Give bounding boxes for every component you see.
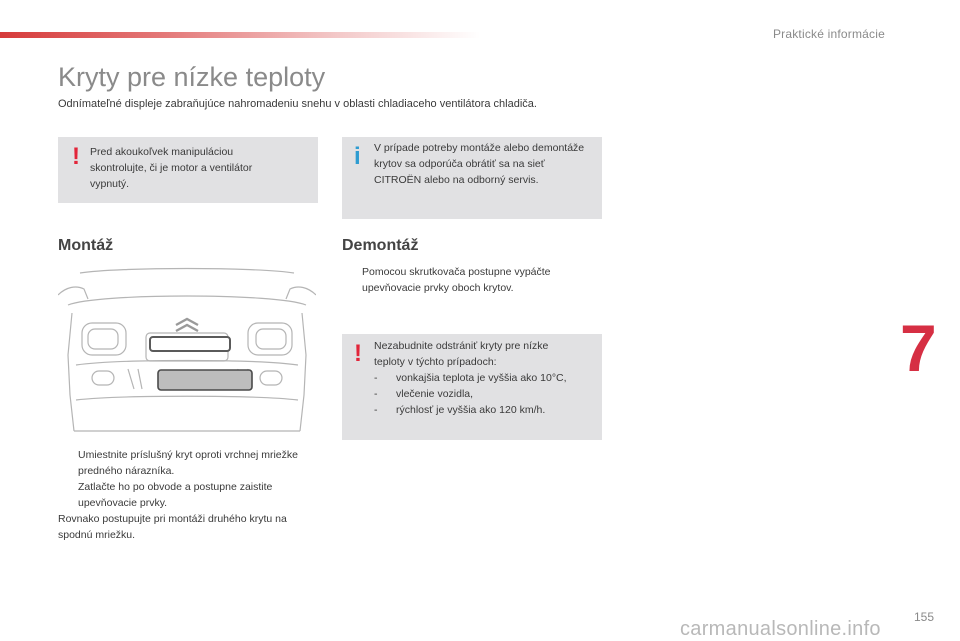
chevron-logo-icon (176, 319, 198, 331)
info-icon: i (354, 143, 361, 170)
upper-cover-panel (150, 337, 230, 351)
demontaz-step (342, 264, 592, 296)
page-subtitle: Odnímateľné displeje zabraňujúce nahromadeniu snehu v oblasti chladiaceho ventilátora chladiča. (58, 98, 537, 110)
dash-icon: - (374, 388, 378, 400)
watermark: carmanualsonline.info (680, 618, 881, 640)
bumper-illustration (58, 265, 316, 435)
page-title: Kryty pre nízke teploty (58, 62, 326, 92)
warning-list-intro: Nezabudnite odstrániť kryty pre nízke teploty v týchto prípadoch: (374, 340, 549, 368)
fog-light-left (92, 371, 114, 385)
lower-cover-panel (158, 370, 252, 390)
montaz-steps (58, 447, 318, 543)
fog-light-right (260, 371, 282, 385)
section-title: Praktické informácie (772, 27, 885, 41)
warning-icon: ! (72, 143, 80, 170)
montaz-heading: Montáž (58, 237, 114, 254)
warning-list-item (374, 386, 582, 402)
page-number: 155 (914, 610, 935, 624)
warning-list-item (374, 370, 582, 386)
chapter-number: 7 (900, 311, 937, 385)
info-note-service (342, 137, 602, 219)
montaz-step (58, 479, 318, 511)
warning-icon: ! (354, 340, 362, 367)
bonnet-edge (68, 296, 306, 305)
demontaz-heading: Demontáž (342, 237, 419, 254)
warning-list-item (374, 402, 582, 418)
warning-list-item-text: vonkajšia teplota je vyššia ako 10°C, (396, 372, 567, 384)
warning-note-text: Pred akoukoľvek manipuláciou skontrolujte, či je motor a ventilátor vypnutý. (90, 146, 253, 190)
left-side-outline (68, 313, 74, 431)
header-accent-bar (0, 32, 480, 38)
info-note-text: V prípade potreby montáže alebo demontáže krytov sa odporúča obrátiť sa na sieť CITROËN alebo na odborný servis. (374, 142, 585, 186)
montaz-step-text: Zatlačte ho po obvode a postupne zaistite upevňovacie prvky. (78, 481, 273, 509)
warning-note-remove-covers (342, 334, 602, 440)
warning-list (374, 338, 582, 418)
warning-list-item-text: rýchlosť je vyššia ako 120 km/h. (396, 404, 546, 416)
dash-icon: - (374, 404, 378, 416)
demontaz-steps (342, 264, 592, 296)
montaz-step (58, 447, 318, 479)
montaz-step-text: Umiestnite príslušný kryt oproti vrchnej mriežke predného nárazníka. (78, 449, 298, 477)
warning-note-engine-off (58, 137, 318, 203)
right-side-outline (300, 313, 306, 431)
montaz-closing-text: Rovnako postupujte pri montáži druhého krytu na spodnú mriežku. (58, 513, 287, 541)
dash-icon: - (374, 372, 378, 384)
bonnet-outline (80, 269, 294, 274)
demontaz-step-text: Pomocou skrutkovača postupne vypáčte upevňovacie prvky oboch krytov. (362, 266, 551, 294)
warning-list-item-text: vlečenie vozidla, (396, 388, 474, 400)
